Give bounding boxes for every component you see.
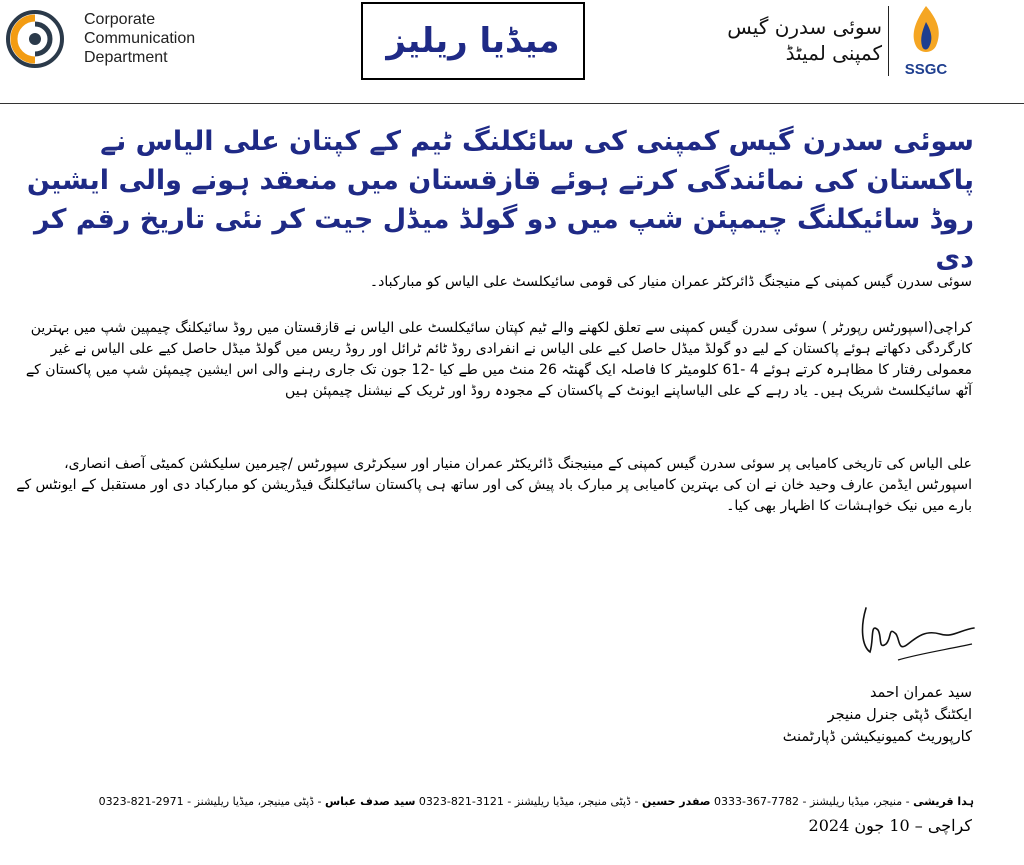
- company-name-line: سوئی سدرن گیس: [727, 15, 882, 39]
- ssgc-logo-text: SSGC: [904, 61, 948, 78]
- header-divider: [0, 103, 1024, 104]
- contact-details: - ڈپٹی مینیجر، میڈیا ریلیشنز - 2971-821-0323: [98, 795, 325, 808]
- main-paragraph: کراچی(اسپورٹس رپورٹر ) سوئی سدرن گیس کمپنی سے تعلق لکھنے والے ٹیم کپتان سائیکلسٹ علی الیاس نے قازقستان میں روڈ سائیکلنگ چیمپین شپ میں بہترین کارگردگی دکھاتے ہوئے پاکستان کے لیے دو گولڈ میڈل حاصل کیے علی الیاس نے انفرادی روڈ ٹائم ٹرائل اور روڈ ریس میں گولڈ میڈل حاصل کیے علی الیاس نے غیر معمولی رفتار کا مظاہرہ کرتے ہوئے 4 -61 کلومیٹر کا فاصلہ ایک گھنٹہ 26 منٹ میں طے کیا -12 جون تک جاری رہنے والی اس ایشین چیمپئن شپ میں پاکستان کے آٹھ سائیکلسٹ شریک ہیں۔ یاد رہے کے علی الیاساپنے ایونٹ کے پاکستان کے مجودہ روڈ اور ٹریک کے نیشنل چیمپئن ہیں: [25, 320, 972, 399]
- header-separator: [888, 6, 889, 76]
- signatory-title: ایکٹنگ ڈپٹی جنرل منیجر: [827, 707, 972, 723]
- contact-name: ہدا قریشی: [913, 795, 974, 808]
- handwritten-signature: [848, 600, 978, 670]
- contact-details: - منیجر، میڈیا ریلیشنز - 7782-367-0333: [710, 795, 914, 808]
- company-name: [716, 14, 882, 66]
- media-release-title: میڈیا ریلیز: [386, 21, 560, 61]
- dateline: کراچی – 10 جون 2024: [808, 816, 972, 835]
- corporate-communication-logo-icon: [6, 10, 64, 68]
- department-line: Department: [84, 49, 168, 66]
- department-line: Corporate: [84, 11, 156, 28]
- intro-paragraph: سوئی سدرن گیس کمپنی کے منیجنگ ڈائرکٹر عمران منیار کی قومی سائیکلسٹ علی الیاس کو مبارکباد۔: [369, 274, 972, 290]
- signatory-block: [640, 682, 972, 748]
- second-paragraph: علی الیاس کی تاریخی کامیابی پر سوئی سدرن گیس کمپنی کے مینیجنگ ڈائریکٹر عمران منیار اور سیکرٹری سپورٹس /چیرمین سلیکشن کمیٹی آصف انصاری، اسپورٹس ایڈمن عارف وحید خان نے ان کی بہترین کامیابی پر مبارک باد پیش کی اور ساتھ ہی پاکستان سائیکلنگ فیڈریشن کو مبارکباد دی اور مستقبل کے ایونٹس کے بارے میں نیک خواہشات کا اظہار بھی کیا۔: [16, 456, 972, 514]
- signatory-department: کارپوریٹ کمیونیکیشن ڈپارٹمنٹ: [782, 729, 972, 745]
- media-release-box: [361, 2, 585, 80]
- signatory-name: سید عمران احمد: [869, 685, 972, 701]
- footer-contacts: [14, 794, 974, 810]
- press-release-headline: سوئی سدرن گیس کمپنی کی سائکلنگ ٹیم کے کپتان علی الیاس نے پاکستان کی نمائندگی کرتے ہوئے قازقستان میں منعقد ہونے والی ایشین روڈ سائیکلنگ چیمپئن شپ میں دو گولڈ میڈل جیت کر نئی تاریخ رقم کر دی: [26, 126, 974, 274]
- contact-details: - ڈپٹی منیجر، میڈیا ریلیشنز - 3121-821-0323: [415, 795, 642, 808]
- department-name: [84, 10, 195, 67]
- contact-name: سید صدف عباس: [325, 795, 416, 808]
- contact-name: صفدر حسین: [641, 795, 711, 808]
- department-line: Communication: [84, 30, 196, 47]
- ssgc-flame-logo-icon: [898, 2, 954, 80]
- company-name-line: کمپنی لمیٹڈ: [785, 41, 882, 65]
